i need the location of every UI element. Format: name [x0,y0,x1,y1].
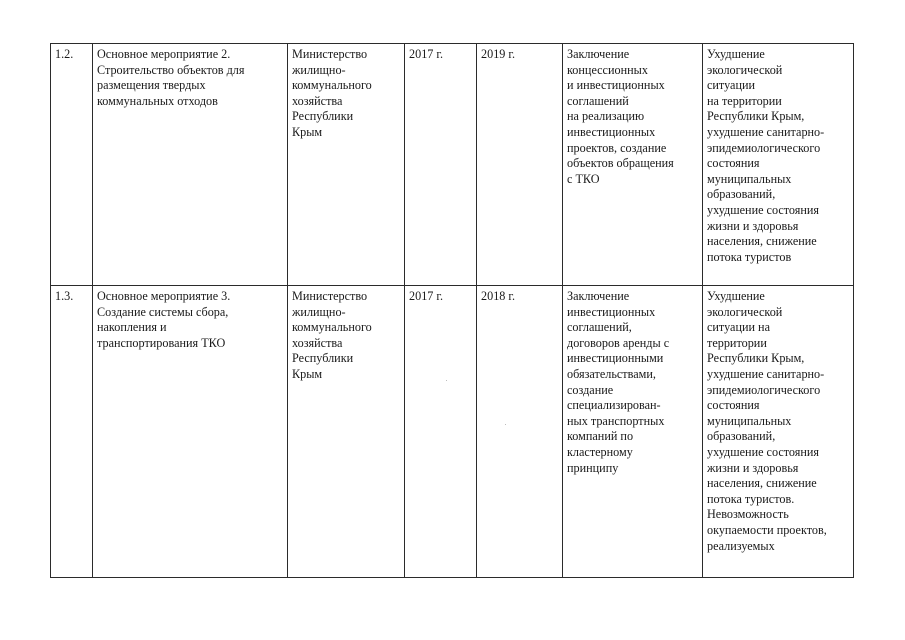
table-row [51,44,854,286]
start-year-cell: 2017 г. [405,44,477,286]
scan-speck [505,424,506,425]
start-year-cell: 2017 г. [405,286,477,578]
executor-cell: Министерство жилищно- коммунального хозяйства Республики Крым [288,286,405,578]
end-year-cell: 2018 г. [477,286,563,578]
executor-cell: Министерство жилищно- коммунального хозяйства Республики Крым [288,44,405,286]
row-number-cell: 1.3. [51,286,93,578]
table-row [51,286,854,578]
consequences-cell: Ухудшение экологической ситуации на территории Республики Крым, ухудшение санитарно- эпидемиологического состояния муниципальных образований, ухудшение состояния жизни и здоровья населения, снижение потока туристов [703,44,854,286]
row-number-cell: 1.2. [51,44,93,286]
activity-cell: Основное мероприятие 2. Строительство объектов для размещения твердых коммунальных отходов [93,44,288,286]
consequences-cell: Ухудшение экологической ситуации на территории Республики Крым, ухудшение санитарно- эпидемиологического состояния муниципальных образований, ухудшение состояния жизни и здоровья населения, снижение потока туристов. Невозможность окупаемости проектов, реализуемых [703,286,854,578]
activity-cell: Основное мероприятие 3. Создание системы сбора, накопления и транспортирования ТКО [93,286,288,578]
expected-result-cell: Заключение инвестиционных соглашений, договоров аренды с инвестиционными обязательствами, создание специализирован- ных транспортных компаний по кластерному принципу [563,286,703,578]
scan-speck [446,380,447,381]
end-year-cell: 2019 г. [477,44,563,286]
measures-table [50,43,854,578]
expected-result-cell: Заключение концессионных и инвестиционных соглашений на реализацию инвестиционных проектов, создание объектов обращения с ТКО [563,44,703,286]
